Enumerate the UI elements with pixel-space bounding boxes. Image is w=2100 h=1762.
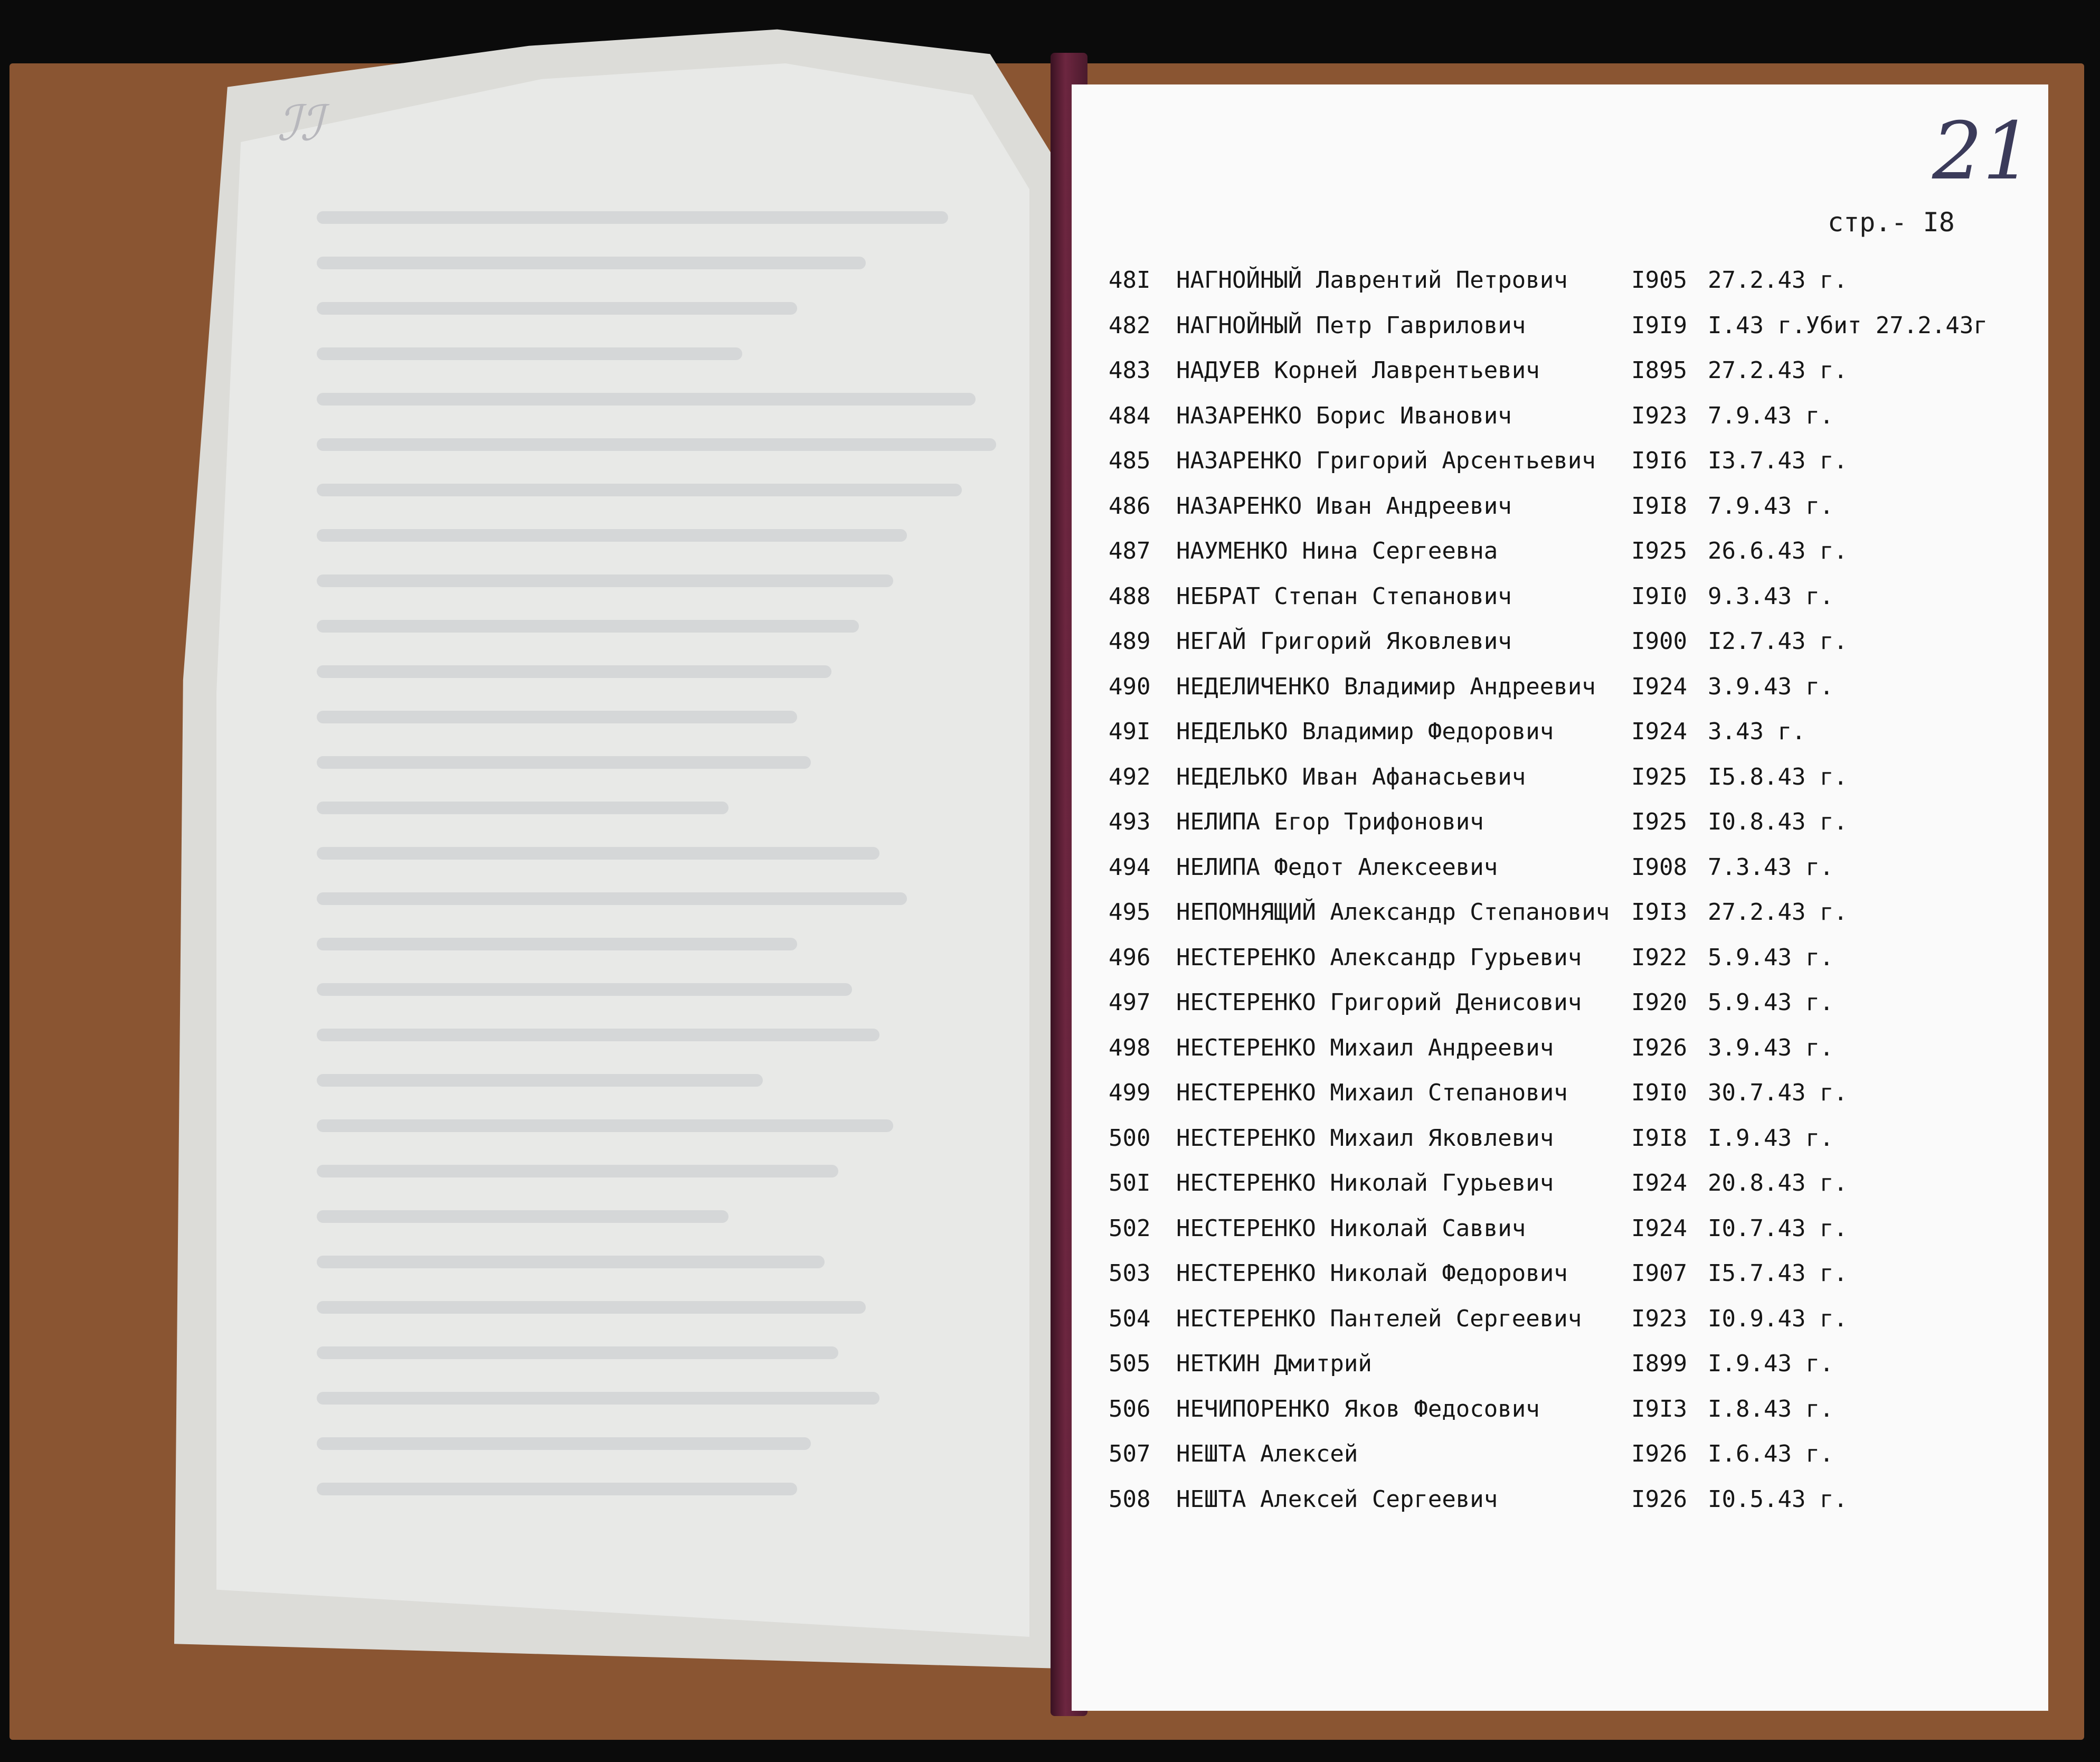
entry-number: 499: [1109, 1079, 1151, 1106]
entry-number: 502: [1109, 1214, 1151, 1242]
entry-number: 496: [1109, 944, 1151, 971]
entry-date: 7.9.43 г.: [1708, 402, 1834, 429]
entry-birth-year: I908: [1631, 853, 1687, 881]
entry-date: 30.7.43 г.: [1708, 1079, 1848, 1106]
entry-number: 504: [1109, 1305, 1151, 1332]
entry-name: НЕТКИН Дмитрий: [1176, 1350, 1372, 1377]
entry-birth-year: I925: [1631, 808, 1687, 835]
entry-date: I.9.43 г.: [1708, 1124, 1834, 1152]
entry-number: 508: [1109, 1485, 1151, 1513]
list-item: [1109, 583, 2054, 625]
entry-number: 507: [1109, 1440, 1151, 1467]
list-item: [1109, 1396, 2054, 1438]
entry-birth-year: I920: [1631, 989, 1687, 1016]
list-item: [1109, 312, 2054, 354]
entry-name: НАУМЕНКО Нина Сергеевна: [1176, 538, 1498, 564]
entry-date: I.9.43 г.: [1708, 1350, 1834, 1377]
entry-birth-year: I9I8: [1631, 1124, 1687, 1152]
entry-name: НАГНОЙНЫЙ Петр Гаврилович: [1176, 312, 1526, 339]
page-label: стр.- I8: [1828, 207, 1955, 238]
entry-date: I0.8.43 г.: [1708, 808, 1848, 835]
entry-number: 505: [1109, 1350, 1151, 1377]
entry-date: 27.2.43 г.: [1708, 899, 1848, 926]
entry-birth-year: I9I3: [1631, 1395, 1687, 1422]
entry-name: НЕСТЕРЕНКО Григорий Денисович: [1176, 989, 1582, 1016]
entry-number: 492: [1109, 763, 1151, 790]
entry-birth-year: I924: [1631, 718, 1687, 745]
entry-number: 490: [1109, 673, 1151, 700]
list-item: [1109, 1440, 2054, 1483]
entry-number: 506: [1109, 1395, 1151, 1422]
entry-name: НЕСТЕРЕНКО Михаил Яковлевич: [1176, 1124, 1554, 1152]
entry-name: НАДУЕВ Корней Лаврентьевич: [1176, 357, 1540, 384]
list-item: [1109, 357, 2054, 399]
entry-number: 497: [1109, 989, 1151, 1016]
entry-name: НЕШТА Алексей: [1176, 1440, 1358, 1467]
list-item: [1109, 854, 2054, 896]
entry-number: 485: [1109, 447, 1151, 474]
entry-name: НАЗАРЕНКО Иван Андреевич: [1176, 492, 1512, 520]
entry-name: НЕСТЕРЕНКО Николай Федорович: [1176, 1260, 1568, 1287]
entry-number: 50I: [1109, 1170, 1151, 1196]
entry-number: 49I: [1109, 718, 1151, 745]
entry-number: 500: [1109, 1124, 1151, 1152]
list-item: [1109, 447, 2054, 489]
entry-birth-year: I923: [1631, 402, 1687, 429]
entry-name: НЕБРАТ Степан Степанович: [1176, 582, 1512, 610]
list-item: [1109, 628, 2054, 670]
entry-name: НЕПОМНЯЩИЙ Александр Степанович: [1176, 899, 1610, 926]
entry-birth-year: I900: [1631, 628, 1687, 655]
entry-number: 495: [1109, 899, 1151, 926]
entry-name: НЕСТЕРЕНКО Михаил Андреевич: [1176, 1034, 1554, 1061]
entry-date: 7.3.43 г.: [1708, 853, 1834, 881]
list-item: [1109, 1350, 2054, 1392]
entry-birth-year: I9I8: [1631, 492, 1687, 520]
entry-number: 484: [1109, 402, 1151, 429]
entry-birth-year: I922: [1631, 944, 1687, 971]
entry-date: I.43 г.Убит 27.2.43г: [1708, 312, 1988, 339]
entry-date: 3.9.43 г.: [1708, 673, 1834, 700]
entry-birth-year: I926: [1631, 1485, 1687, 1513]
entry-date: I.8.43 г.: [1708, 1395, 1834, 1422]
entry-name: НЕЛИПА Егор Трифонович: [1176, 808, 1484, 835]
entry-name: НЕДЕЛЬКО Иван Афанасьевич: [1176, 763, 1526, 790]
entry-number: 486: [1109, 492, 1151, 520]
list-item: [1109, 1170, 2054, 1212]
entry-birth-year: I9I6: [1631, 447, 1687, 474]
entry-date: 7.9.43 г.: [1708, 492, 1834, 520]
entry-name: НЕСТЕРЕНКО Александр Гурьевич: [1176, 944, 1582, 971]
entry-date: 27.2.43 г.: [1708, 357, 1848, 384]
entry-date: 3.9.43 г.: [1708, 1034, 1834, 1061]
entry-birth-year: I9I3: [1631, 899, 1687, 926]
entry-date: 20.8.43 г.: [1708, 1170, 1848, 1196]
entry-number: 503: [1109, 1260, 1151, 1287]
entry-birth-year: I895: [1631, 357, 1687, 384]
entry-birth-year: I907: [1631, 1260, 1687, 1287]
entry-date: I2.7.43 г.: [1708, 628, 1848, 655]
list-item: [1109, 493, 2054, 535]
entry-birth-year: I9I9: [1631, 312, 1687, 339]
entry-birth-year: I926: [1631, 1034, 1687, 1061]
entry-date: 26.6.43 г.: [1708, 538, 1848, 564]
entry-date: I0.5.43 г.: [1708, 1485, 1848, 1513]
list-item: [1109, 538, 2054, 580]
entry-date: 27.2.43 г.: [1708, 267, 1848, 294]
entry-date: 5.9.43 г.: [1708, 944, 1834, 971]
entry-date: I0.9.43 г.: [1708, 1305, 1848, 1332]
list-item: [1109, 267, 2054, 309]
entry-number: 489: [1109, 628, 1151, 655]
entry-date: I.6.43 г.: [1708, 1440, 1834, 1467]
entry-birth-year: I899: [1631, 1350, 1687, 1377]
entry-name: НЕДЕЛЬКО Владимир Федорович: [1176, 718, 1554, 745]
entry-birth-year: I926: [1631, 1440, 1687, 1467]
entry-date: I5.7.43 г.: [1708, 1260, 1848, 1287]
entry-birth-year: I925: [1631, 538, 1687, 564]
list-item: [1109, 1260, 2054, 1302]
list-item: [1109, 1034, 2054, 1077]
list-item: [1109, 808, 2054, 851]
entry-name: НЕЧИПОРЕНКО Яков Федосович: [1176, 1395, 1540, 1422]
entry-date: 9.3.43 г.: [1708, 582, 1834, 610]
entry-number: 498: [1109, 1034, 1151, 1061]
left-page-bleedthrough-text: [317, 211, 1003, 1573]
entry-name: НАЗАРЕНКО Борис Иванович: [1176, 402, 1512, 429]
entry-name: НЕСТЕРЕНКО Михаил Степанович: [1176, 1079, 1568, 1106]
list-item: [1109, 1125, 2054, 1167]
entry-birth-year: I924: [1631, 1214, 1687, 1242]
list-item: [1109, 1215, 2054, 1257]
list-item: [1109, 673, 2054, 715]
entry-number: 494: [1109, 853, 1151, 881]
entry-name: НЕСТЕРЕНКО Николай Гурьевич: [1176, 1170, 1554, 1196]
entry-date: 3.43 г.: [1708, 718, 1806, 745]
entry-name: НЕЛИПА Федот Алексеевич: [1176, 853, 1498, 881]
list-item: [1109, 899, 2054, 941]
entry-name: НЕДЕЛИЧЕНКО Владимир Андреевич: [1176, 673, 1596, 700]
entry-date: I3.7.43 г.: [1708, 447, 1848, 474]
entry-birth-year: I9I0: [1631, 1079, 1687, 1106]
entry-birth-year: I905: [1631, 267, 1687, 294]
left-page-pencil-mark: ℐℐ: [277, 95, 323, 152]
entry-name: НЕСТЕРЕНКО Пантелей Сергеевич: [1176, 1305, 1582, 1332]
entry-name: НЕГАЙ Григорий Яковлевич: [1176, 628, 1512, 655]
entry-birth-year: I924: [1631, 1170, 1687, 1196]
entry-number: 493: [1109, 808, 1151, 835]
entry-date: I0.7.43 г.: [1708, 1214, 1848, 1242]
handwritten-page-number: 21: [1932, 106, 2033, 197]
entry-name: НЕШТА Алексей Сергеевич: [1176, 1485, 1498, 1513]
entry-birth-year: I923: [1631, 1305, 1687, 1332]
entry-number: 483: [1109, 357, 1151, 384]
entry-birth-year: I924: [1631, 673, 1687, 700]
entry-birth-year: I925: [1631, 763, 1687, 790]
list-item: [1109, 1079, 2054, 1122]
list-item: [1109, 718, 2054, 760]
entry-name: НАЗАРЕНКО Григорий Арсентьевич: [1176, 447, 1596, 474]
list-item: [1109, 764, 2054, 806]
list-item: [1109, 1486, 2054, 1528]
entry-name: НАГНОЙНЫЙ Лаврентий Петрович: [1176, 267, 1568, 294]
entry-birth-year: I9I0: [1631, 582, 1687, 610]
list-item: [1109, 944, 2054, 986]
entry-date: 5.9.43 г.: [1708, 989, 1834, 1016]
entry-number: 482: [1109, 312, 1151, 339]
list-item: [1109, 1305, 2054, 1348]
entry-date: I5.8.43 г.: [1708, 763, 1848, 790]
entry-name: НЕСТЕРЕНКО Николай Саввич: [1176, 1214, 1526, 1242]
entry-number: 487: [1109, 538, 1151, 564]
list-item: [1109, 402, 2054, 445]
entry-number: 488: [1109, 582, 1151, 610]
entry-number: 48I: [1109, 267, 1151, 294]
list-item: [1109, 989, 2054, 1031]
